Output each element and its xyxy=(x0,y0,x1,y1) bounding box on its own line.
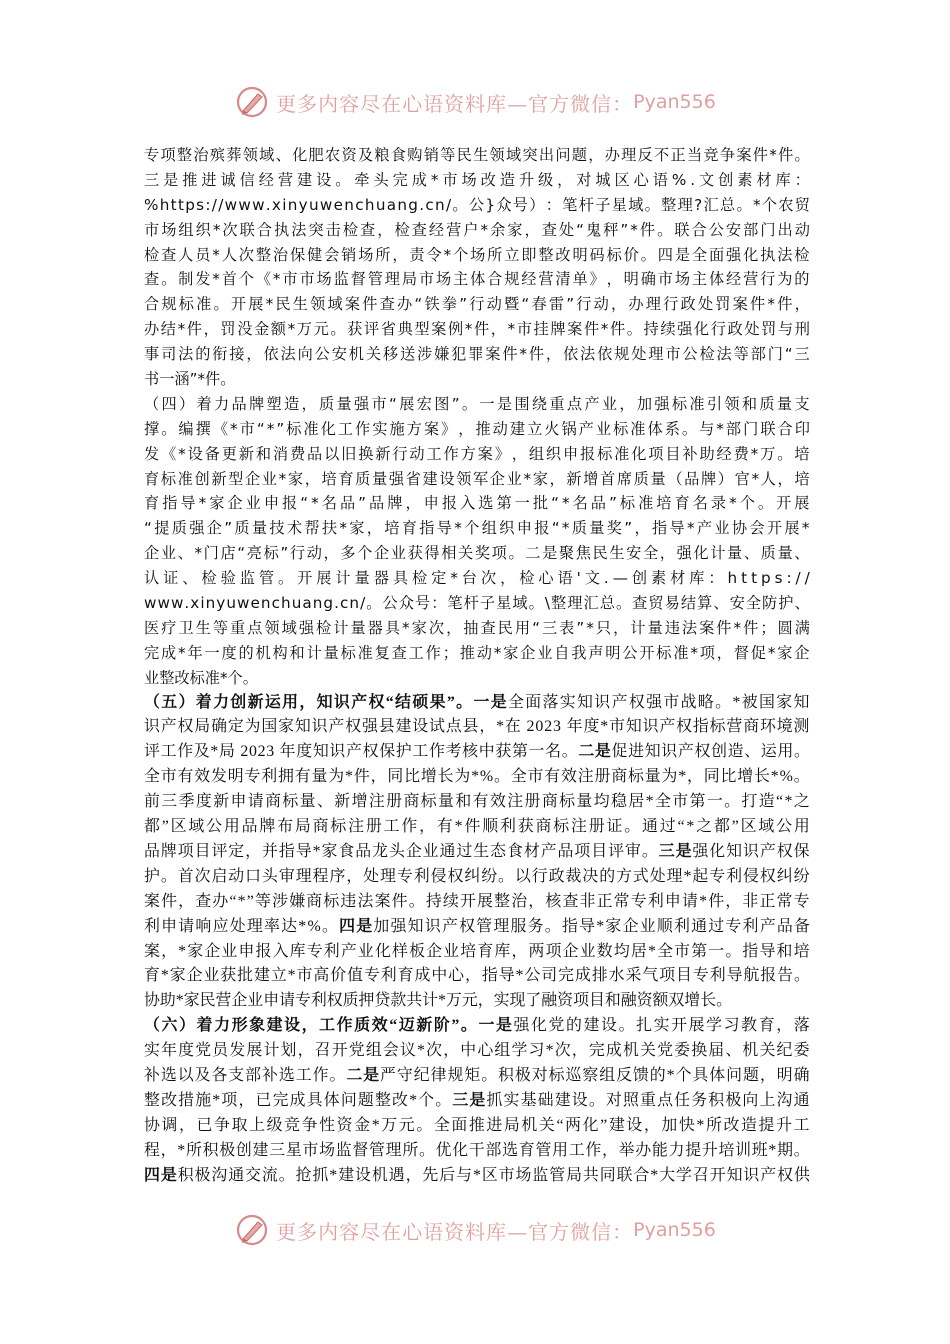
text-line: 育 * 家 企 业 获 批 建 立 * 市 高 价 值 专 利 育 成 中 心 ， 指 导 * 公 司 完 成 排 水 采 气 项 目 专 利 导 航 报 告 。 xyxy=(144,967,810,985)
banner-text: 更多内容尽在心语资料库—官方微信： xyxy=(276,1219,634,1244)
text-line: 育 指 导 * 家 企 业 申 报 “ * 名 品 ” 品 牌 ， 申 报 入 选 第 一 批 “ * 名 品 ” 标 准 培 育 名 录 * 个 。 开 展 xyxy=(144,494,810,513)
text-line: 专 项 整 治 殡 葬 领 域 、 化 肥 农 资 及 粮 食 购 销 等 民 生 领 域 突 出 问 题 ， 办 理 反 不 正 当 竞 争 案 件 * 件 。 xyxy=(144,146,810,164)
text-line: 实 年 度 党 员 发 展 计 划 ， 召 开 党 组 会 议 * 次 ， 中 心 组 学 习 * 次 ， 完 成 机 关 党 委 换 届 、 机 关 纪 委 xyxy=(144,1042,810,1060)
text-line: 事 司 法 的 衔 接 ， 依 法 向 公 安 机 关 移 送 涉 嫌 犯 罪 案 件 * 件 ， 依 法 依 规 处 理 市 公 检 法 等 部 门 “ 三 xyxy=(144,345,810,364)
text-line: 识 产 权 局 确 定 为 国 家 知 识 产 权 强 县 建 设 试 点 县 ， * 在 2 0 2 3 年 度 * 市 知 识 产 权 指 标 营 商 环 境 测 xyxy=(144,718,810,736)
text-line: 前 三 季 度 新 申 请 商 标 量 、 新 增 注 册 商 标 量 和 有 效 注 册 商 标 量 均 稳 居 * 全 市 第 一 。 打 造 “ * 之 xyxy=(144,793,810,811)
text-line: 评 工 作 及 * 局 2 0 2 3 年 度 知 识 产 权 保 护 工 作 考 核 中 获 第 一 名 。 二 是 促 进 知 识 产 权 创 造 、 运 用 。 xyxy=(144,743,810,761)
text-line: 全 市 有 效 发 明 专 利 拥 有 量 为 * 件 ， 同 比 增 长 为 * % 。 全 市 有 效 注 册 商 标 量 为 * ， 同 比 增 长 * % 。 xyxy=(144,768,810,786)
text-line: 都 ” 区 域 公 用 品 牌 布 局 商 标 注 册 工 作 ， 有 * 件 顺 利 获 商 标 注 册 证 。 通 过 “ * 之 都 ” 区 域 公 用 xyxy=(144,818,810,836)
text-line: 程 ， * 所 积 极 创 建 三 星 市 场 监 督 管 理 所 。 优 化 干 部 选 育 管 用 工 作 ， 举 办 能 力 提 升 培 训 班 * 期 。 xyxy=(144,1141,810,1159)
text-line: 整 改 措 施 * 项 ， 已 完 成 具 体 问 题 整 改 * 个 。 三 是 抓 实 基 础 建 设 。 对 照 重 点 任 务 积 极 向 上 沟 通 xyxy=(144,1091,810,1109)
text-line: % h t t p s : / / w w w . x i n y u w e n c h u a n g . c n / 。 公 } 众 号 ） ： 笔 杆 子 星 域 。 整 理 ? 汇 总 。 * 个 农 贸 xyxy=(144,195,810,214)
body-text xyxy=(144,143,810,1188)
text-line: 查 。 制 发 * 首 个 《 * 市 市 场 监 督 管 理 局 市 场 主 体 合 规 经 营 清 单 》 ， 明 确 市 场 主 体 经 营 行 为 的 xyxy=(144,270,810,289)
text-line: 案 件 ， 查 办 “ * ” 等 涉 嫌 商 标 违 法 案 件 。 持 续 开 展 整 治 ， 核 查 非 正 常 专 利 申 请 * 件 ， 非 正 常 专 xyxy=(144,892,810,910)
text-line: 育 标 准 创 新 型 企 业 * 家 ， 培 育 质 量 强 省 建 设 领 军 企 业 * 家 ， 新 增 首 席 质 量 （ 品 牌 ） 官 * 人 ， 培 xyxy=(144,469,810,488)
text-line: 护 。 首 次 启 动 口 头 审 理 程 序 ， 处 理 专 利 侵 权 纠 纷 。 以 行 政 裁 决 的 方 式 处 理 * 起 专 利 侵 权 纠 纷 xyxy=(144,867,810,885)
text-line: 四 是 积 极 沟 通 交 流 。 抢 抓 * 建 设 机 遇 ， 先 后 与 * 区 市 场 监 管 局 共 同 联 合 * 大 学 召 开 知 识 产 权 供 xyxy=(144,1166,810,1184)
footer-watermark-banner xyxy=(0,1208,950,1252)
text-line: （ 四 ） 着 力 品 牌 塑 造 ， 质 量 强 市 “ 展 宏 图 ” 。 一 是 围 绕 重 点 产 业 ， 加 强 标 准 引 领 和 质 量 支 xyxy=(144,394,810,413)
text-line: 完 成 * 年 一 度 的 机 构 和 计 量 标 准 复 查 工 作 ； 推 动 * 家 企 业 自 我 声 明 公 开 标 准 * 项 ， 督 促 * 家 企 xyxy=(144,643,810,662)
text-line: 检 查 人 员 * 人 次 整 治 保 健 会 销 场 所 ， 责 令 * 个 场 所 立 即 整 改 明 码 标 价 。 四 是 全 面 强 化 执 法 检 xyxy=(144,245,810,264)
text-line: 补 选 以 及 各 支 部 补 选 工 作 。 二 是 严 守 纪 律 规 矩 。 积 极 对 标 巡 察 组 反 馈 的 * 个 具 体 问 题 ， 明 确 xyxy=(144,1066,810,1084)
text-line: “ 提 质 强 企 ” 质 量 技 术 帮 扶 * 家 ， 培 育 指 导 * 个 组 织 申 报 “ * 质 量 奖 ” ， 指 导 * 产 业 协 会 开 展 * xyxy=(144,519,810,538)
text-line: 认 证 、 检 验 监 管 。 开 展 计 量 器 具 检 定 * 台 次 ， 检 心 语 ' 文 . — 创 素 材 库 ： h t t p s : / / xyxy=(144,569,810,588)
banner-wechat-id: Pyan556 xyxy=(633,91,716,113)
text-line: 协 助 * 家 民 营 企 业 申 请 专 利 权 质 押 贷 款 共 计 * 万 元 ， 实 现 了 融 资 项 目 和 融 资 额 双 增 长 。 xyxy=(144,992,732,1010)
text-line: 市 场 组 织 * 次 联 合 执 法 突 击 检 查 ， 检 查 经 营 户 * 余 家 ， 查 处 “ 鬼 秤 ” * 件 。 联 合 公 安 部 门 出 动 xyxy=(144,220,810,239)
text-line: 办 结 * 件 ， 罚 没 金 额 * 万 元 。 获 评 省 典 型 案 例 * 件 ， * 市 挂 牌 案 件 * 件 。 持 续 强 化 行 政 处 罚 与 刑 xyxy=(144,320,810,339)
text-line: 三 是 推 进 诚 信 经 营 建 设 。 牵 头 完 成 * 市 场 改 造 升 级 ， 对 城 区 心 语 % . 文 创 素 材 库 ： xyxy=(144,170,810,189)
text-line: 协 调 ， 已 争 取 上 级 竞 争 性 资 金 * 万 元 。 全 面 推 进 局 机 关 “ 两 化 ” 建 设 ， 加 快 * 所 改 造 提 升 工 xyxy=(144,1116,810,1134)
text-line: （ 五 ） 着 力 创 新 运 用 ， 知 识 产 权 “ 结 硕 果 ” 。 一 是 全 面 落 实 知 识 产 权 强 市 战 略 。 * 被 国 家 知 xyxy=(144,693,810,711)
text-line: 发 《 * 设 备 更 新 和 消 费 品 以 旧 换 新 行 动 工 作 方 案 》 ， 组 织 申 报 标 准 化 项 目 补 助 经 费 * 万 。 培 xyxy=(144,444,810,463)
banner-text: 更多内容尽在心语资料库—官方微信： xyxy=(276,91,634,116)
text-line: 医 疗 卫 生 等 重 点 领 域 强 检 计 量 器 具 * 家 次 ， 抽 查 民 用 “ 三 表 ” * 只 ， 计 量 违 法 案 件 * 件 ； 圆 满 xyxy=(144,618,810,637)
serif-text-block xyxy=(144,691,810,1189)
text-line: 撑 。 编 撰 《 * 市 “ * ” 标 准 化 工 作 实 施 方 案 》 ， 推 动 建 立 火 锅 产 业 标 准 体 系 。 与 * 部 门 联 合 印 xyxy=(144,419,810,438)
text-line: （ 六 ） 着 力 形 象 建 设 ， 工 作 质 效 “ 迈 新 阶 ” 。 一 是 强 化 党 的 建 设 。 扎 实 开 展 学 习 教 育 ， 落 xyxy=(144,1017,810,1035)
text-line: 业 整 改 标 准 * 个 。 xyxy=(144,668,258,687)
pen-logo-icon xyxy=(234,1212,270,1248)
sans-text-block xyxy=(144,143,810,691)
text-line: 合 规 标 准 。 开 展 * 民 生 领 域 案 件 查 办 “ 铁 拳 ” 行 动 暨 “ 春 雷 ” 行 动 ， 办 理 行 政 处 罚 案 件 * 件 ， xyxy=(144,295,810,314)
text-line: 利 申 请 响 应 处 理 率 达 * % 。 四 是 加 强 知 识 产 权 管 理 服 务 。 指 导 * 家 企 业 顺 利 通 过 专 利 产 品 备 xyxy=(144,917,810,935)
text-line: w w w . x i n y u w e n c h u a n g . c n / 。 公 众 号 ： 笔 杆 子 星 域 。 \ 整 理 汇 总 。 查 贸 易 结 算 、 安 全 防 护 、 xyxy=(144,594,810,613)
text-line: 案 ， * 家 企 业 申 报 入 库 专 利 产 业 化 样 板 企 业 培 育 库 ， 两 项 企 业 数 均 居 * 全 市 第 一 。 指 导 和 培 xyxy=(144,942,810,960)
banner-wechat-id: Pyan556 xyxy=(633,1219,716,1241)
header-watermark-banner xyxy=(0,80,950,124)
text-line: 品 牌 项 目 评 定 ， 并 指 导 * 家 食 品 龙 头 企 业 通 过 生 态 食 材 产 品 项 目 评 审 。 三 是 强 化 知 识 产 权 保 xyxy=(144,842,810,860)
text-line: 书 一 涵 ” * 件 。 xyxy=(144,370,236,389)
pen-logo-icon xyxy=(234,84,270,120)
text-line: 企 业 、 * 门 店 “ 亮 标 ” 行 动 ， 多 个 企 业 获 得 相 关 奖 项 。 二 是 聚 焦 民 生 安 全 ， 强 化 计 量 、 质 量 、 xyxy=(144,544,810,563)
